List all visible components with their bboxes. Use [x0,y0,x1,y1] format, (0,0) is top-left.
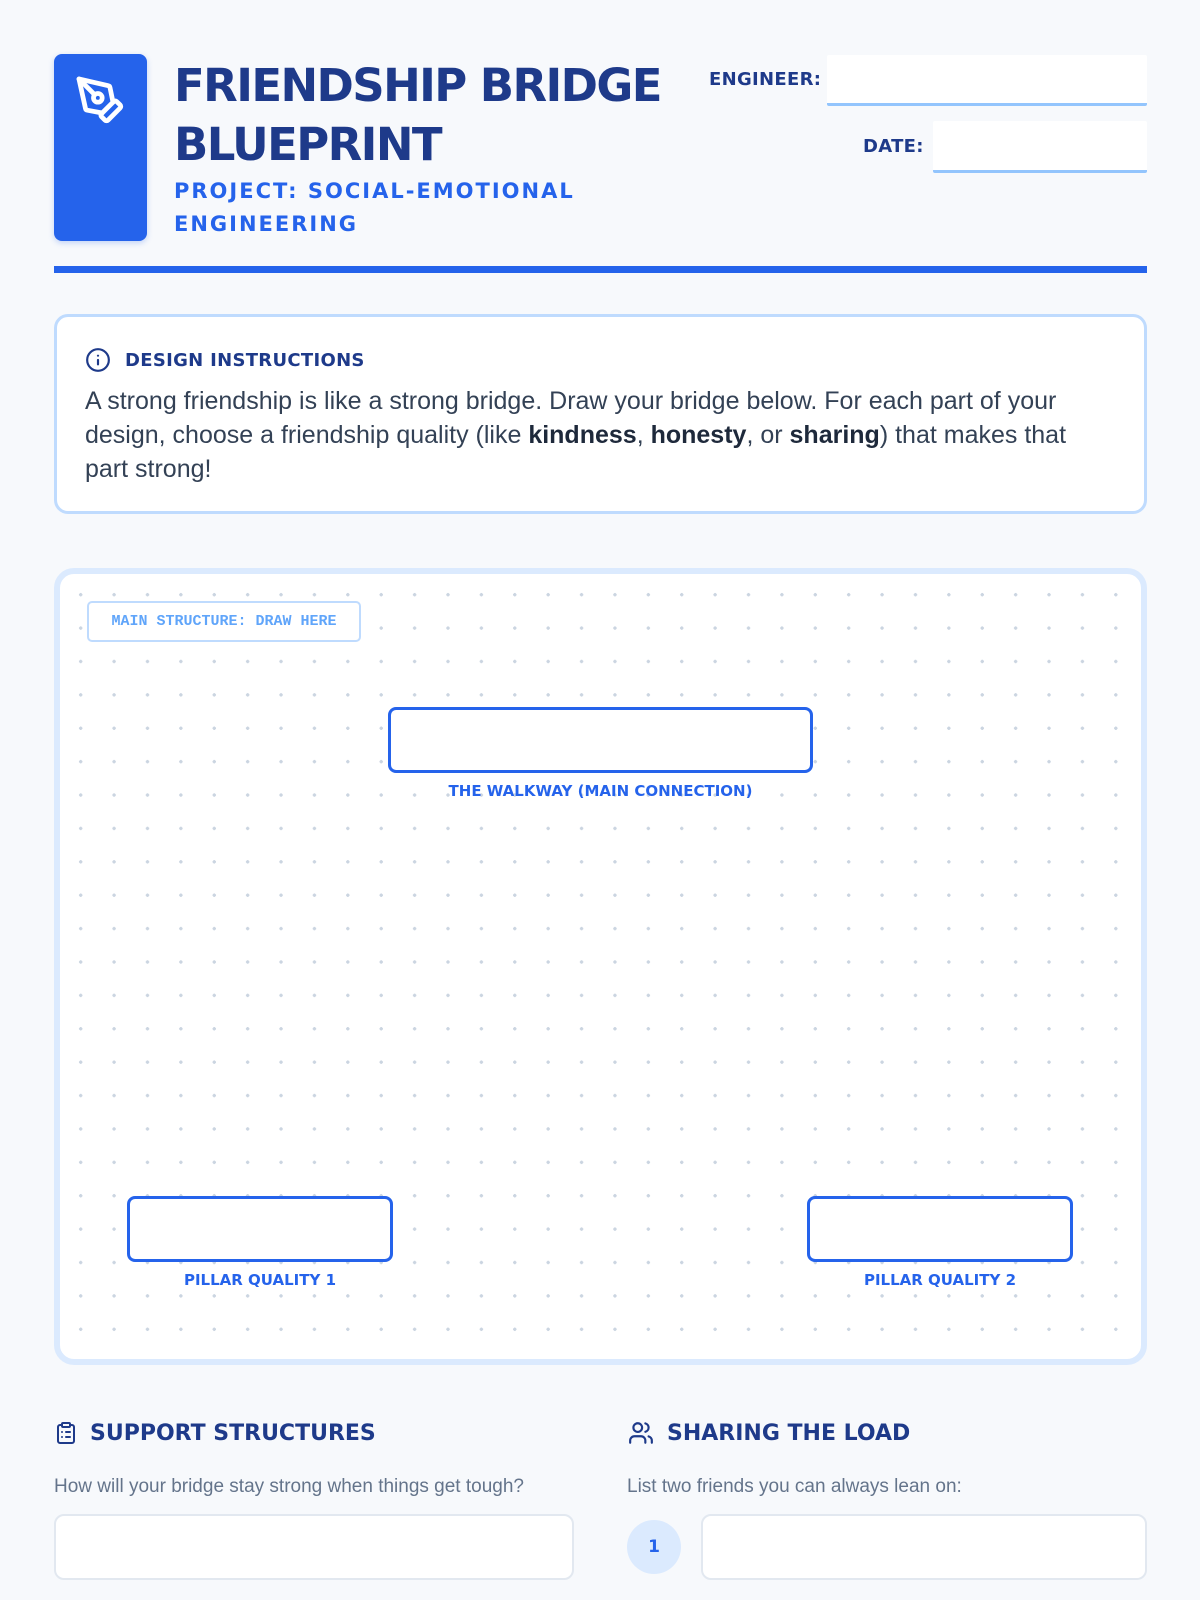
walkway-label: THE WALKWAY (MAIN CONNECTION) [448,782,753,800]
pillar-2-quality-box[interactable] [807,1196,1073,1262]
friend-number-badge: 1 [627,1520,681,1574]
sharing-heading: SHARING THE LOAD [667,1420,911,1446]
date-field[interactable] [933,121,1147,173]
page-title [174,56,694,174]
sharing-header [627,1420,910,1446]
friend-1-field[interactable] [701,1514,1147,1580]
instructions-header [85,347,365,373]
quality-sharing: sharing [789,421,880,449]
instructions-card [54,314,1147,514]
subtitle-line-2: ENGINEERING [174,212,359,236]
instructions-sep-1: , [636,421,651,449]
instructions-text-end: ) that makes that part strong! [85,421,1067,483]
quality-kindness: kindness [528,421,637,449]
instructions-text-start: A strong friendship is like a strong bridge. Draw your bridge below. For each part of your design, choose a friendship quality (like [85,387,1057,449]
engineer-label: ENGINEER: [709,69,822,90]
users-icon [627,1420,655,1446]
logo-badge [54,54,147,241]
engineer-field[interactable] [827,55,1147,106]
draw-here-tag: MAIN STRUCTURE: DRAW HERE [87,601,361,642]
pillar-1-quality-box[interactable] [127,1196,393,1262]
header-divider [54,266,1147,273]
subtitle-line-1: PROJECT: SOCIAL-EMOTIONAL [174,179,575,203]
info-icon [85,347,111,373]
title-line-2: BLUEPRINT [174,118,441,171]
instructions-sep-2: , or [746,421,790,449]
sharing-prompt: List two friends you can always lean on: [627,1476,962,1497]
support-prompt: How will your bridge stay strong when things get tough? [54,1476,524,1497]
quality-honesty: honesty [650,421,747,449]
page-subtitle [174,175,614,241]
support-header [54,1420,376,1446]
support-answer-field[interactable] [54,1514,574,1580]
pillar-2-label: PILLAR QUALITY 2 [863,1271,1017,1289]
instructions-text [85,384,1095,486]
instructions-heading: DESIGN INSTRUCTIONS [125,349,365,371]
clipboard-icon [54,1420,78,1446]
pillar-1-label: PILLAR QUALITY 1 [183,1271,337,1289]
support-heading: SUPPORT STRUCTURES [90,1420,376,1446]
pen-tool-icon [74,74,126,126]
title-line-1: FRIENDSHIP BRIDGE [174,59,661,112]
date-label: DATE: [863,136,924,157]
walkway-quality-box[interactable] [388,707,813,773]
